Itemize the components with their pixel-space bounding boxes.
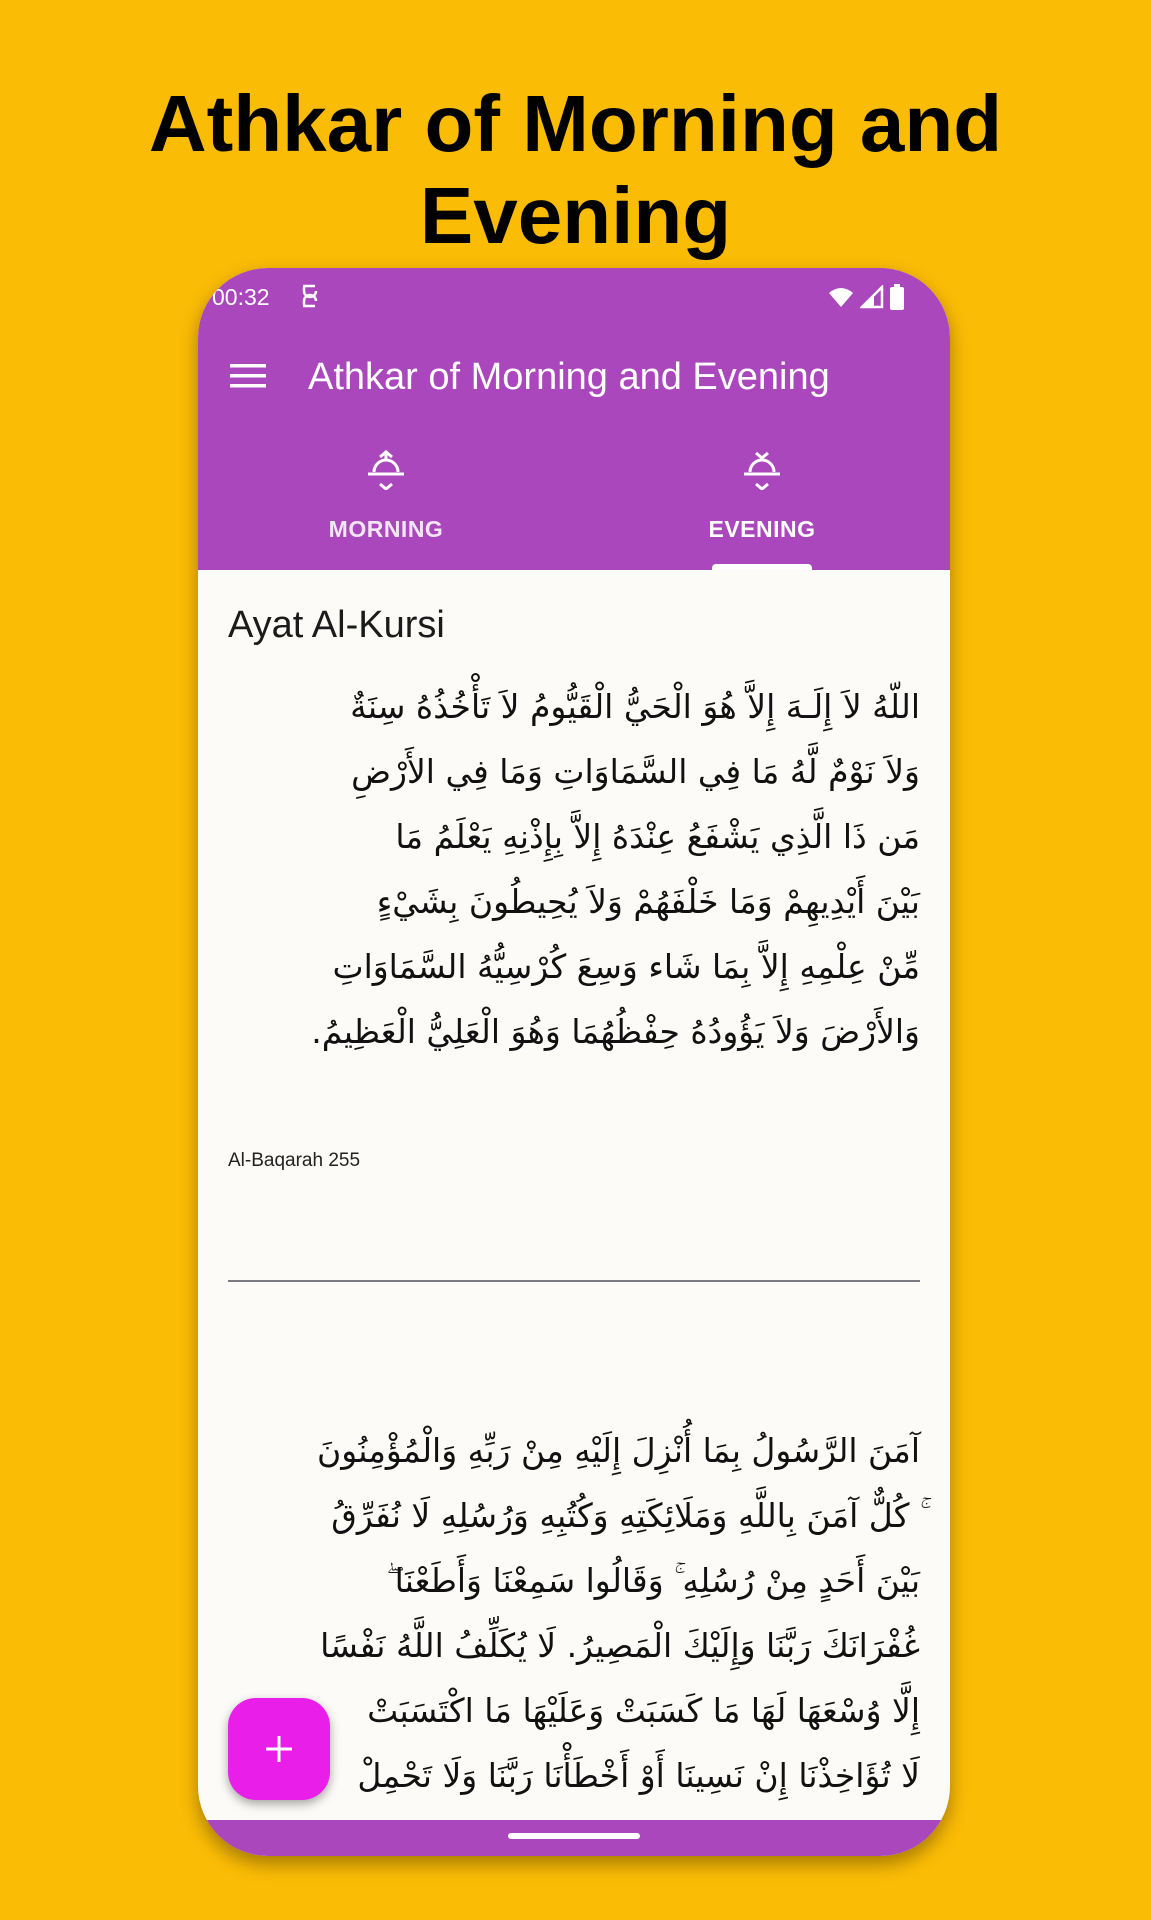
app-header xyxy=(198,268,950,570)
athkar-list[interactable] xyxy=(198,570,950,1820)
tab-morning-label: MORNING xyxy=(328,516,444,542)
app-notification-icon xyxy=(298,283,322,309)
phone-frame xyxy=(198,268,950,1856)
promo-title: Athkar of Morning and Evening xyxy=(148,79,1003,260)
tab-evening[interactable] xyxy=(574,428,950,570)
athkar-source: Al-Baqarah 255 xyxy=(228,1150,361,1171)
sunset-icon xyxy=(742,450,782,490)
athkar-line: مَن ذَا الَّذِي يَشْفَعُ عِنْدَهُ إِلاَّ بِإِذْنِهِ يَعْلَمُ مَا xyxy=(395,817,920,856)
athkar-line: ۚ كُلٌّ آمَنَ بِاللَّهِ وَمَلَائِكَتِهِ وَكُتُبِهِ وَرُسُلِهِ لَا نُفَرِّقُ xyxy=(331,1496,920,1535)
athkar-line: لَا تُؤَاخِذْنَا إِنْ نَسِينَا أَوْ أَخْطَأْنَا رَبَّنَا وَلَا تَحْمِلْ xyxy=(357,1756,920,1795)
hamburger-menu-icon[interactable] xyxy=(230,358,266,394)
navigation-bar xyxy=(198,1820,950,1856)
athkar-text xyxy=(228,674,920,1064)
tab-bar xyxy=(198,428,950,570)
toolbar xyxy=(198,328,950,428)
wifi-icon xyxy=(828,285,854,309)
athkar-line: إِلَّا وُسْعَهَا لَهَا مَا كَسَبَتْ وَعَلَيْهَا مَا اكْتَسَبَتْ xyxy=(367,1691,920,1730)
battery-icon xyxy=(890,284,904,310)
athkar-line: بَيْنَ أَحَدٍ مِنْ رُسُلِهِ ۚ وَقَالُوا سَمِعْنَا وَأَطَعْنَا ۖ xyxy=(386,1561,920,1600)
athkar-line: آمَنَ الرَّسُولُ بِمَا أُنْزِلَ إِلَيْهِ مِنْ رَبِّهِ وَالْمُؤْمِنُونَ xyxy=(316,1431,920,1470)
tab-morning[interactable] xyxy=(198,428,574,570)
athkar-line: وَالأَرْضَ وَلاَ يَؤُودُهُ حِفْظُهُمَا وَهُوَ الْعَلِيُّ الْعَظِيمُ. xyxy=(311,1012,920,1051)
home-gesture-handle[interactable] xyxy=(508,1833,640,1839)
add-fab-button[interactable] xyxy=(228,1698,330,1800)
tab-evening-label: EVENING xyxy=(708,516,816,542)
signal-icon xyxy=(860,285,884,309)
athkar-text xyxy=(228,1418,920,1808)
athkar-line: وَلاَ نَوْمٌ لَّهُ مَا فِي السَّمَاوَاتِ وَمَا فِي الأَرْضِ xyxy=(351,752,920,791)
athkar-title: Ayat Al-Kursi xyxy=(228,604,445,646)
athkar-line: مِّنْ عِلْمِهِ إِلاَّ بِمَا شَاء وَسِعَ كُرْسِيُّهُ السَّمَاوَاتِ xyxy=(332,947,920,986)
status-time: 00:32 xyxy=(212,284,270,310)
status-icons xyxy=(828,282,904,312)
athkar-line: اللّهُ لاَ إِلَـهَ إِلاَّ هُوَ الْحَيُّ الْقَيُّومُ لاَ تَأْخُذُهُ سِنَةٌ xyxy=(350,687,920,726)
status-bar xyxy=(198,268,950,328)
plus-icon xyxy=(262,1732,296,1766)
divider xyxy=(228,1280,920,1282)
athkar-line: بَيْنَ أَيْدِيهِمْ وَمَا خَلْفَهُمْ وَلاَ يُحِيطُونَ بِشَيْءٍ xyxy=(376,882,920,921)
athkar-line: غُفْرَانَكَ رَبَّنَا وَإِلَيْكَ الْمَصِيرُ. لَا يُكَلِّفُ اللَّهُ نَفْسًا xyxy=(320,1626,920,1665)
toolbar-title: Athkar of Morning and Evening xyxy=(308,356,830,398)
sunrise-icon xyxy=(366,450,406,490)
